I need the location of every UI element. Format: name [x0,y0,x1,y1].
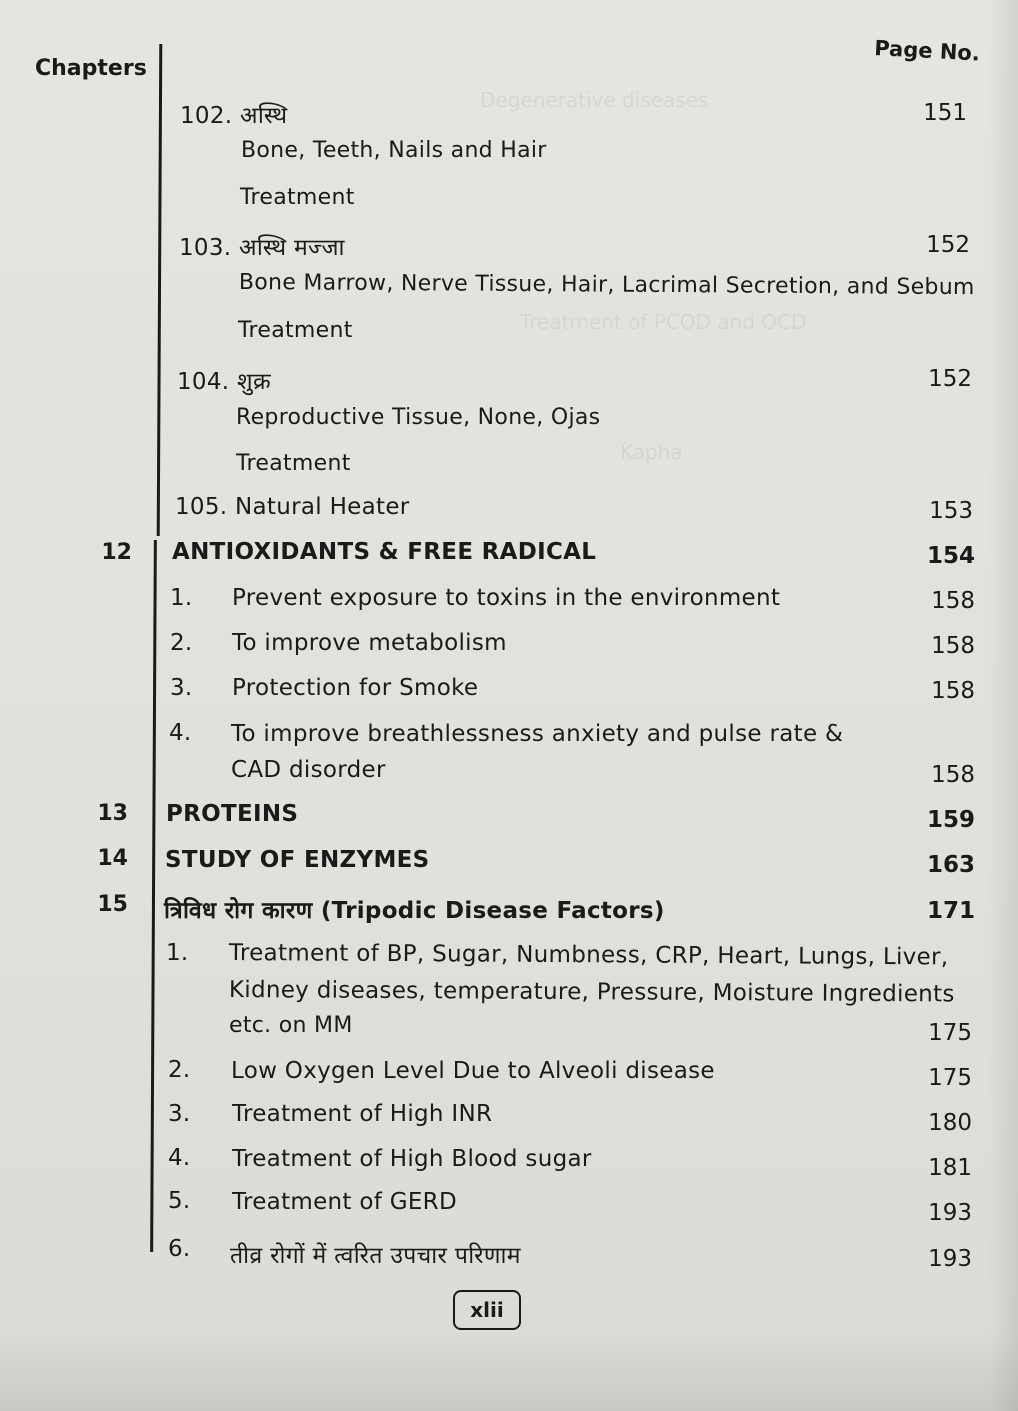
toc-entry-title: 103. अस्थि मज्जा [179,235,345,261]
toc-page-number: 154 [926,543,975,569]
bleed-through-text: Degenerative diseases [480,88,709,112]
toc-page-number: 171 [926,898,975,924]
toc-item-text-continued: etc. on MM [229,1013,353,1038]
item-number: 2. [170,630,193,656]
chapters-heading: Chapters [35,56,147,81]
chapter-title: ANTIOXIDANTS & FREE RADICAL [172,539,597,565]
toc-page-number: 158 [931,633,975,659]
toc-item-text: Treatment of High Blood sugar [232,1146,592,1172]
item-number: 5. [168,1188,191,1214]
page-number-badge: xlii [453,1290,521,1330]
item-number: 4. [169,720,192,746]
chapter-number: 14 [97,846,128,871]
toc-item-text: Treatment of GERD [232,1189,457,1215]
chapter-title: त्रिविध रोग कारण (Tripodic Disease Factors) [164,898,665,924]
toc-item-text: Prevent exposure to toxins in the environment [232,585,781,611]
toc-page-number: 180 [928,1110,972,1136]
toc-page-number: 175 [928,1020,972,1046]
toc-item-text-continued: Kidney diseases, temperature, Pressure, Moisture Ingredients [228,977,955,1008]
page-edge-shadow [988,0,1018,1411]
toc-page-number: 175 [928,1065,972,1091]
toc-page-number: 152 [926,232,970,258]
toc-item-text: To improve metabolism [232,630,507,656]
toc-item-text: तीव्र रोगों में त्वरित उपचार परिणाम [230,1243,521,1269]
item-number: 1. [166,940,189,966]
bleed-through-text: Treatment of PCOD and OCD [520,310,807,334]
bleed-through-text: Kapha [620,440,683,464]
toc-entry-subtitle: Treatment [240,185,355,210]
chapter-title: PROTEINS [166,801,299,827]
toc-page-number: 181 [928,1155,972,1181]
toc-page-number: 193 [928,1246,972,1272]
item-number: 3. [168,1101,191,1127]
item-number: 3. [170,675,193,701]
toc-entry-subtitle: Bone Marrow, Nerve Tissue, Hair, Lacrimal Secretion, and Sebum [238,270,975,301]
toc-entry-title: 102. अस्थि [180,103,288,129]
chapter-number: 13 [97,801,128,826]
toc-page-number: 159 [926,807,975,833]
item-number: 1. [170,585,193,611]
toc-page-number: 163 [926,852,975,878]
toc-entry-subtitle: Bone, Teeth, Nails and Hair [241,138,547,163]
toc-item-text: Treatment of BP, Sugar, Numbness, CRP, Heart, Lungs, Liver, [228,940,949,971]
page-no-heading: Page No. [873,36,981,66]
toc-page-number: 158 [931,762,975,788]
toc-page-number: 151 [923,100,967,126]
toc-item-text: To improve breathlessness anxiety and pulse rate & [231,721,844,747]
toc-item-text-continued: CAD disorder [231,757,386,783]
item-number: 4. [168,1145,191,1171]
toc-item-text: Low Oxygen Level Due to Alveoli disease [231,1058,715,1084]
toc-entry-title: 104. शुक्र [177,369,271,395]
chapter-number: 15 [97,892,128,917]
toc-page-number: 152 [928,366,972,392]
item-number: 2. [168,1057,191,1083]
item-number: 6. [168,1236,191,1262]
page-bottom-shadow [0,1331,1018,1411]
toc-page-number: 158 [931,588,975,614]
toc-item-text: Treatment of High INR [232,1101,493,1127]
chapter-title: STUDY OF ENZYMES [165,847,430,873]
toc-entry-title: 105. Natural Heater [175,494,410,520]
chapter-number: 12 [101,540,132,565]
toc-entry-subtitle: Reproductive Tissue, None, Ojas [236,405,601,430]
toc-item-text: Protection for Smoke [232,675,479,701]
toc-page-number: 153 [929,498,973,524]
toc-page-number: 193 [928,1200,972,1226]
toc-entry-subtitle: Treatment [238,318,353,343]
toc-entry-subtitle: Treatment [236,451,351,476]
toc-page-number: 158 [931,678,975,704]
